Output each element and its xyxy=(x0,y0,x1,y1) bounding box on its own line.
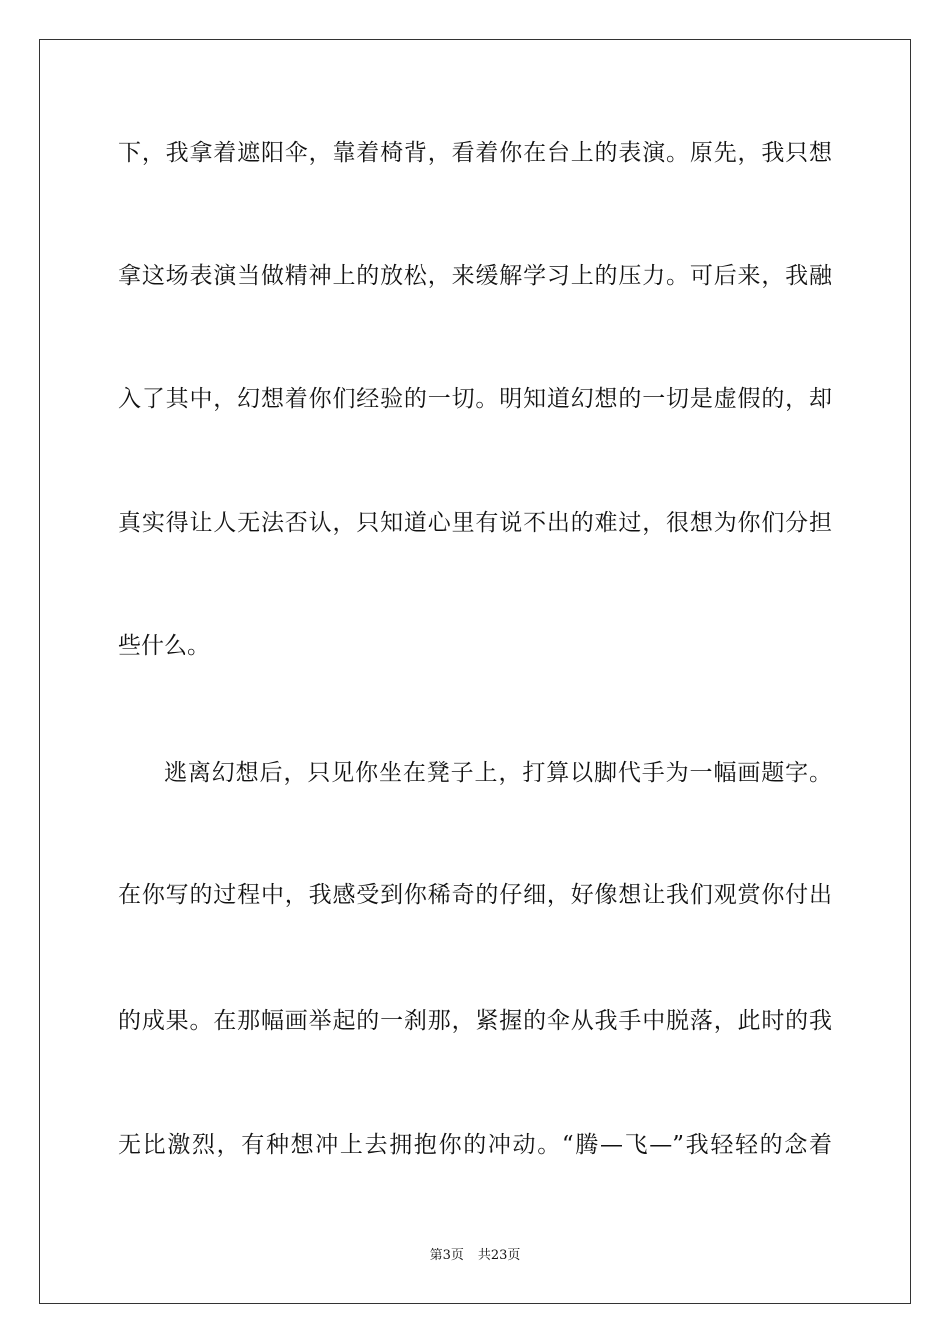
text-line: 在你写的过程中，我感受到你稀奇的仔细，好像想让我们观赏你付出 xyxy=(118,882,832,908)
text-line: 些什么。 xyxy=(118,633,210,659)
text-line: 真实得让人无法否认，只知道心里有说不出的难过，很想为你们分担 xyxy=(118,510,832,536)
text-line: 下，我拿着遮阳伞，靠着椅背，看着你在台上的表演。原先，我只想 xyxy=(118,140,832,166)
text-line: 拿这场表演当做精神上的放松，来缓解学习上的压力。可后来，我融 xyxy=(118,263,832,289)
text-line: 无比激烈，有种想冲上去拥抱你的冲动。“腾—飞—”我轻轻的念着 xyxy=(118,1132,832,1158)
page-border xyxy=(39,39,911,1304)
text-line: 的成果。在那幅画举起的一刹那，紧握的伞从我手中脱落，此时的我 xyxy=(118,1008,832,1034)
paragraph-start-line: 逃离幻想后，只见你坐在凳子上，打算以脚代手为一幅画题字。 xyxy=(164,760,832,786)
text-line: 入了其中，幻想着你们经验的一切。明知道幻想的一切是虚假的，却 xyxy=(118,386,832,412)
page-total: 共23页 xyxy=(477,1248,521,1263)
page-number: 第3页 xyxy=(429,1248,464,1263)
page-footer xyxy=(0,1247,950,1265)
